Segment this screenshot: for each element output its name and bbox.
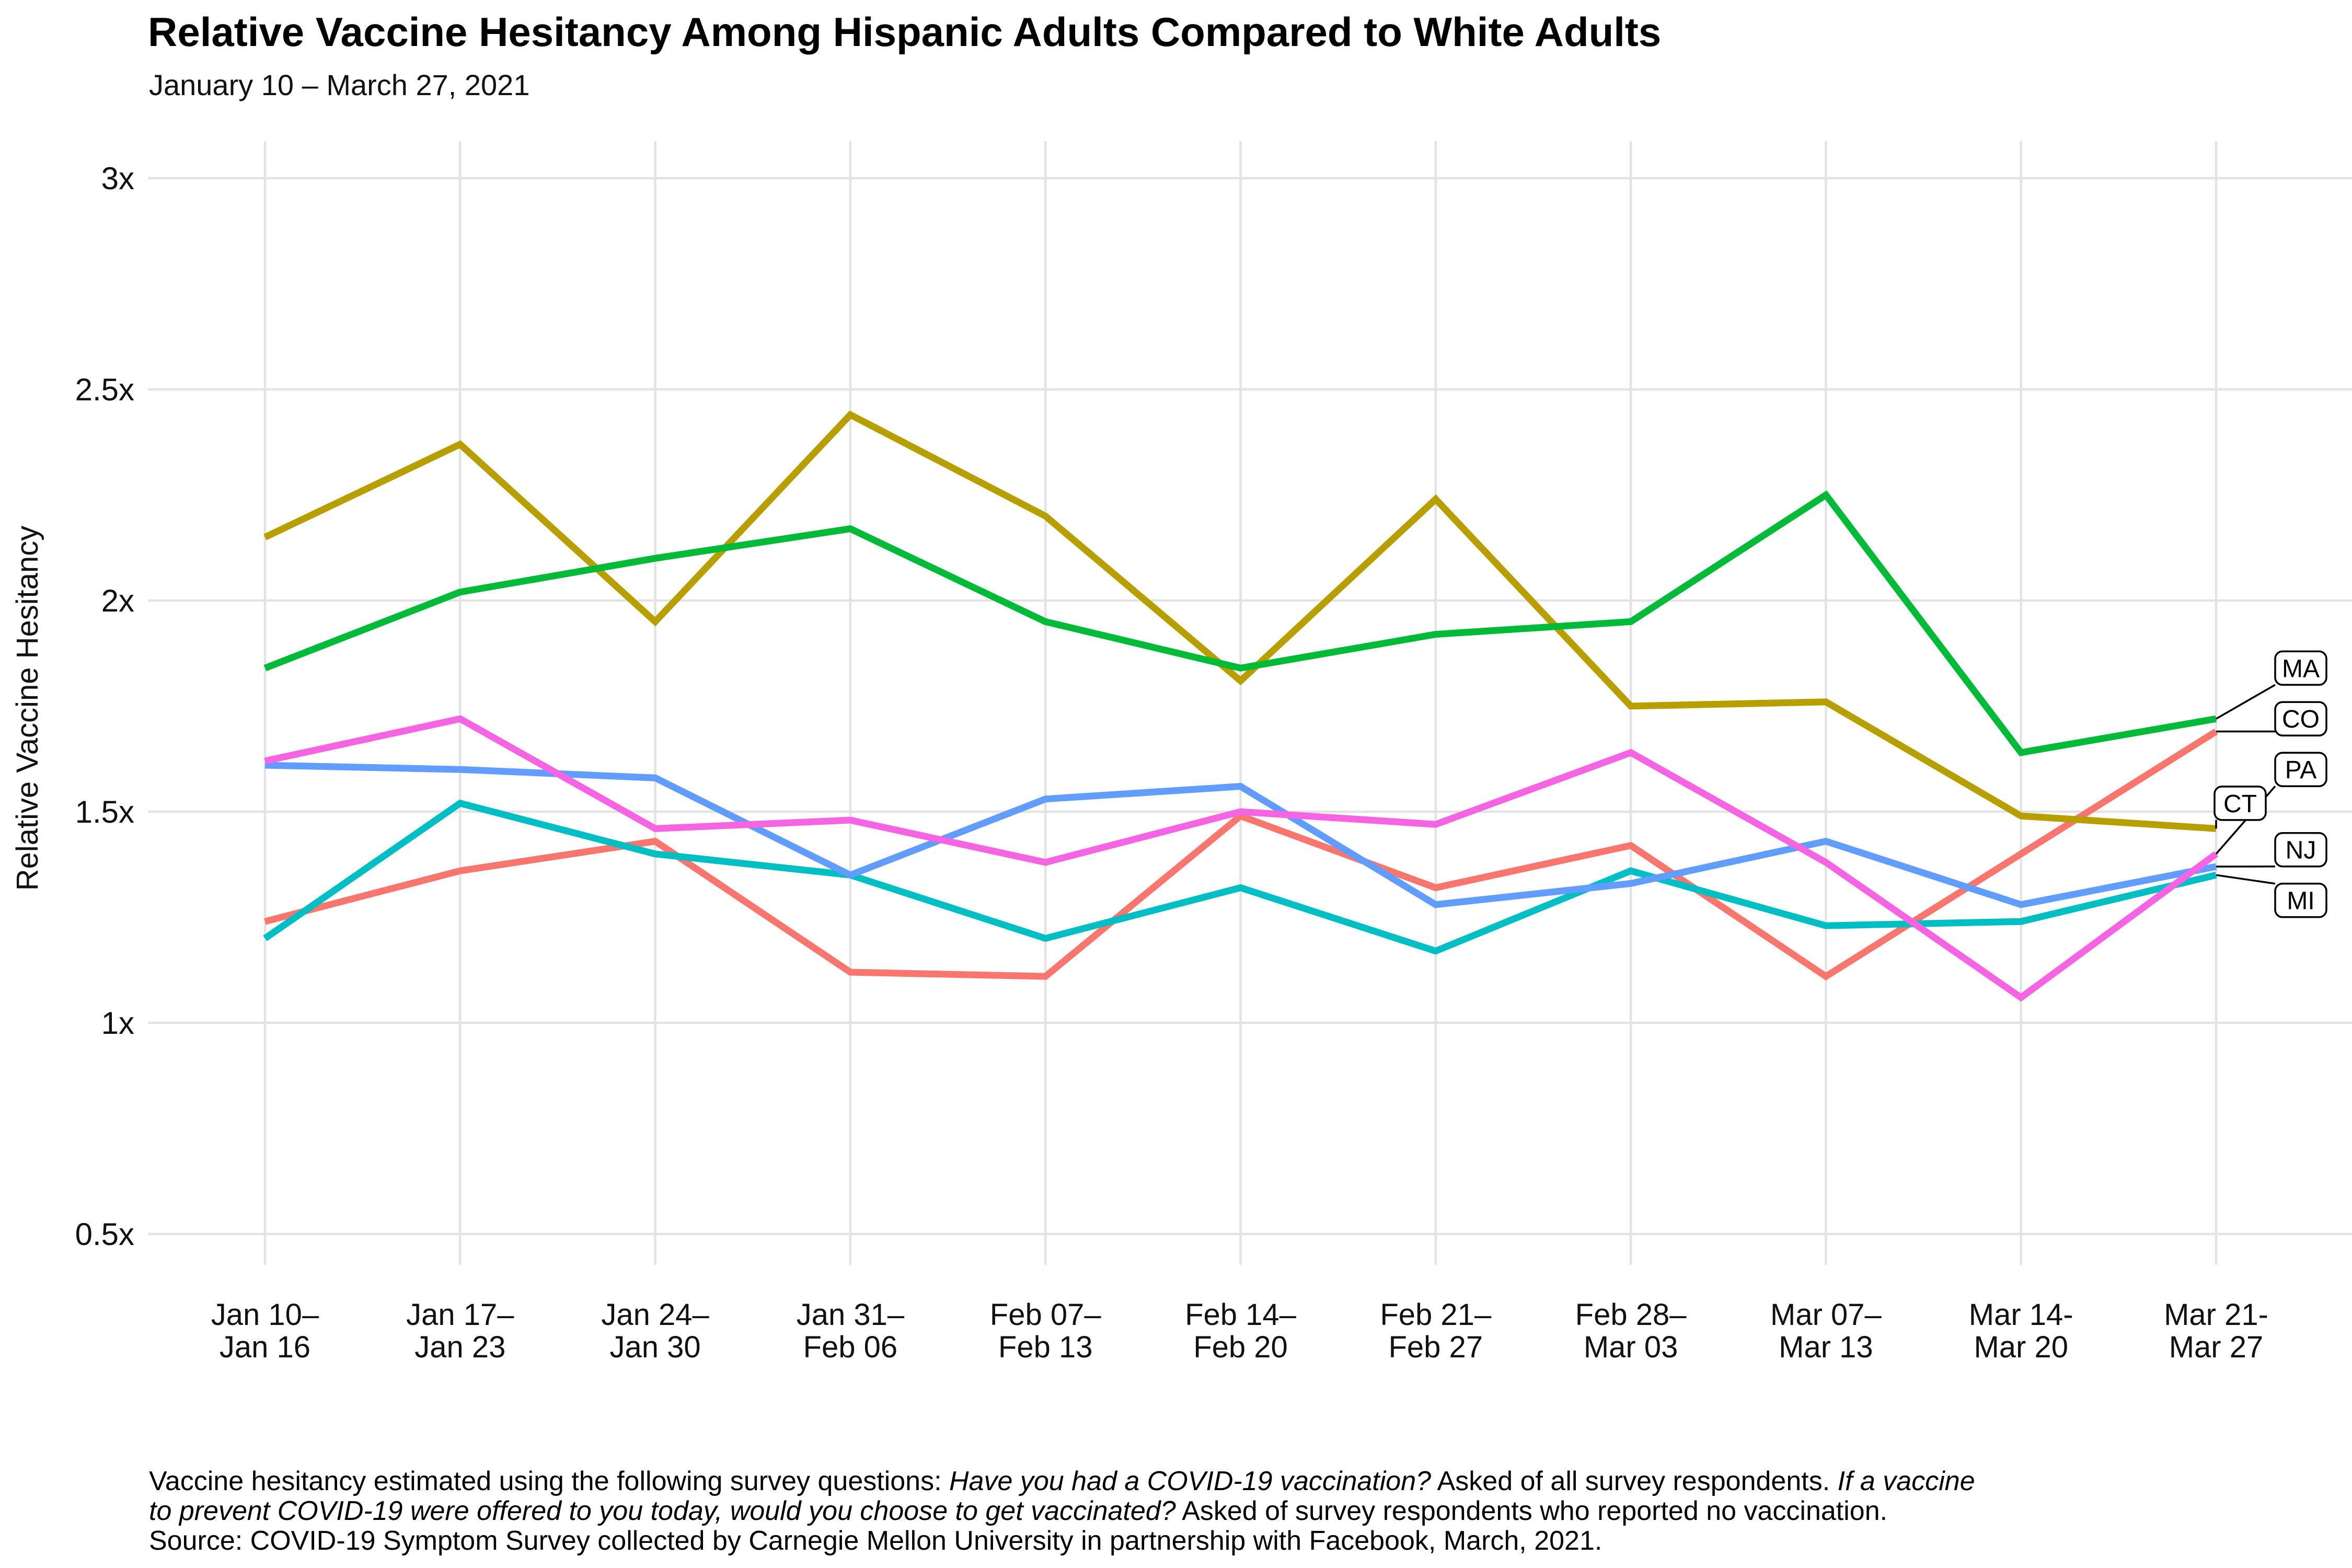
label-leader-MI — [2216, 875, 2275, 883]
label-leader-MA — [2216, 685, 2275, 719]
footnote-segment: Asked of survey respondents who reported no vaccination. — [1175, 1496, 1888, 1526]
x-tick-label: Jan 17– Jan 23 — [406, 1298, 514, 1364]
x-tick-label: Feb 14– Feb 20 — [1185, 1298, 1296, 1364]
x-tick-label: Mar 14-Mar 20 — [1968, 1298, 2073, 1364]
footnote-segment: Vaccine hesitancy estimated using the following survey questions: — [149, 1466, 949, 1496]
y-axis-title: Relative Vaccine Hesitancy — [10, 525, 44, 891]
footnote-line-3 — [149, 1526, 1975, 1556]
x-tick-label: Feb 21– Feb 27 — [1380, 1298, 1492, 1364]
x-tick-label: Jan 31– Feb 06 — [796, 1298, 905, 1364]
y-tick-label: 2.5x — [75, 372, 134, 407]
series-label-text-PA: PA — [2285, 756, 2317, 785]
y-tick-label: 1.5x — [75, 794, 134, 829]
y-tick-label: 3x — [101, 161, 134, 196]
chart-subtitle: January 10 – March 27, 2021 — [149, 68, 530, 101]
x-tick-label: Mar 07– Mar 13 — [1770, 1298, 1882, 1364]
y-tick-label: 1x — [101, 1006, 134, 1041]
x-tick-label: Feb 28– Mar 03 — [1575, 1298, 1687, 1364]
series-label-text-MI: MI — [2287, 887, 2315, 915]
chart-title: Relative Vaccine Hesitancy Among Hispanic Adults Compared to White Adults — [148, 9, 1662, 55]
x-tick-label: Jan 24– Jan 30 — [601, 1298, 709, 1364]
y-tick-label: 0.5x — [75, 1217, 134, 1252]
footnote-segment: Source: COVID-19 Symptom Survey collected by Carnegie Mellon University in partnership with Facebook, March, 2021. — [149, 1526, 1602, 1556]
footnote-segment: Asked of all survey respondents. — [1431, 1466, 1838, 1496]
footnote-italic-segment: Have you had a COVID-19 vaccination? — [949, 1466, 1432, 1496]
footnote-italic-segment: If a vaccine — [1837, 1466, 1975, 1496]
series-label-text-CT: CT — [2223, 790, 2257, 818]
y-tick-label: 2x — [101, 583, 134, 618]
x-tick-label: Jan 10– Jan 16 — [211, 1298, 319, 1364]
x-tick-label: Mar 21-Mar 27 — [2164, 1298, 2268, 1364]
x-tick-label: Feb 07– Feb 13 — [989, 1298, 1101, 1364]
footnote-line-2 — [149, 1496, 1975, 1526]
series-label-text-CO: CO — [2282, 706, 2320, 734]
footnote-italic-segment: to prevent COVID-19 were offered to you today, would you choose to get vaccinated? — [149, 1496, 1176, 1526]
footnote-line-1 — [149, 1467, 1975, 1496]
series-label-text-MA: MA — [2282, 655, 2320, 683]
series-label-text-NJ: NJ — [2285, 836, 2316, 864]
footnote — [149, 1467, 1975, 1556]
